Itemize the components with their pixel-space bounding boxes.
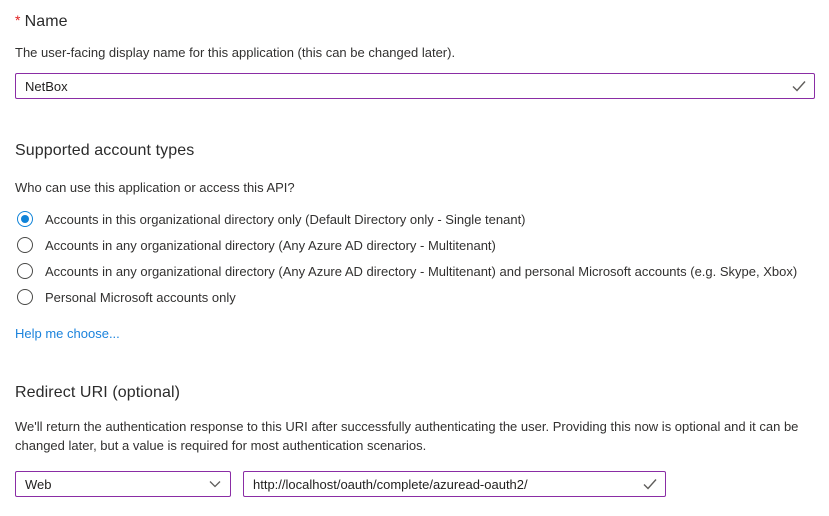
- radio-option-personal-only[interactable]: [15, 284, 815, 310]
- radio-button[interactable]: [17, 237, 33, 253]
- radio-option-single-tenant[interactable]: [15, 206, 815, 232]
- radio-button[interactable]: [17, 211, 33, 227]
- name-input-container: [15, 73, 815, 99]
- name-title-text: Name: [24, 13, 68, 30]
- name-description: The user-facing display name for this application (this can be changed later).: [15, 45, 456, 60]
- radio-option-multitenant[interactable]: [15, 232, 815, 258]
- radio-option-label: Accounts in this organizational directory only (Default Directory only - Single tenant): [45, 211, 526, 227]
- help-me-choose-link[interactable]: Help me choose...: [15, 326, 120, 341]
- chevron-down-icon: [209, 480, 221, 488]
- redirect-uri-row: [15, 471, 815, 497]
- radio-button[interactable]: [17, 263, 33, 279]
- redirect-uri-description: We'll return the authentication response to this URI after successfully authenticating the user. Providing this now is optional and it can be changed later, but a value is required for most authentication scenarios.: [15, 419, 799, 453]
- platform-select[interactable]: [15, 471, 231, 497]
- account-types-question: Who can use this application or access this API?: [15, 180, 295, 195]
- name-input[interactable]: [16, 74, 814, 98]
- account-types-title: Supported account types: [15, 142, 195, 159]
- platform-select-value: Web: [25, 476, 52, 492]
- redirect-uri-input-container: [243, 471, 666, 497]
- radio-option-label: Accounts in any organizational directory (Any Azure AD directory - Multitenant) and personal Microsoft accounts (e.g. Skype, Xbox): [45, 263, 798, 279]
- radio-option-label: Personal Microsoft accounts only: [45, 289, 236, 305]
- radio-option-multitenant-personal[interactable]: [15, 258, 815, 284]
- name-section-title: [15, 12, 815, 31]
- redirect-uri-title: Redirect URI (optional): [15, 384, 181, 401]
- radio-button[interactable]: [17, 289, 33, 305]
- required-asterisk: *: [15, 12, 21, 28]
- radio-option-label: Accounts in any organizational directory (Any Azure AD directory - Multitenant): [45, 237, 496, 253]
- account-types-radio-group: [15, 206, 815, 310]
- redirect-uri-input[interactable]: [244, 472, 665, 496]
